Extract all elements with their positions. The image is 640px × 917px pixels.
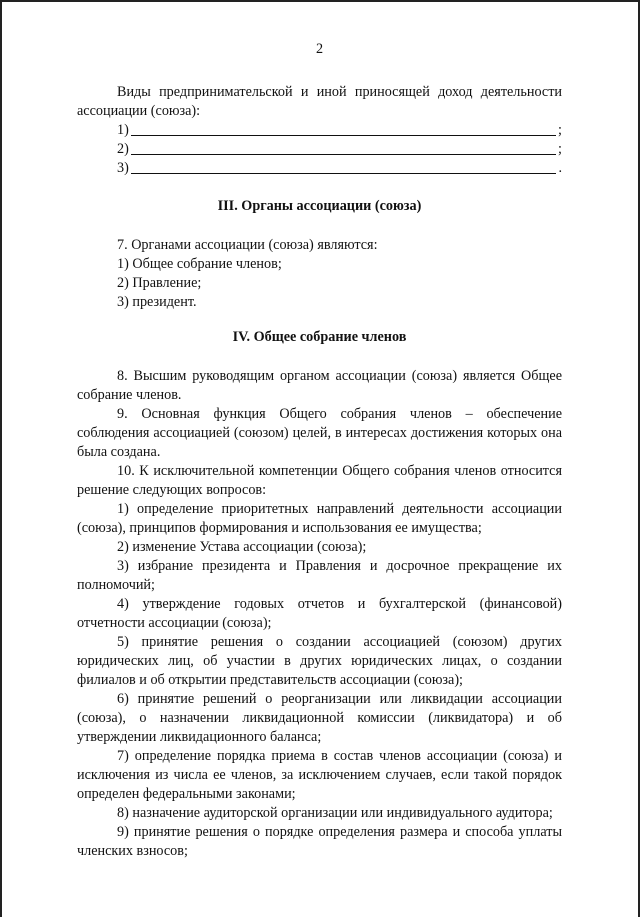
blank-number: 3) (117, 160, 129, 176)
underline (131, 154, 556, 155)
blank-line-2 (77, 140, 562, 159)
blank-terminator: ; (558, 141, 562, 157)
underline (131, 173, 557, 174)
section-4-paragraph: 9) принятие решения о порядке определения размера и способа уплаты членских взносов; (77, 824, 562, 859)
activities-intro: Виды предпринимательской и иной приносящей доход деятельности ассоциации (союза): (77, 84, 562, 119)
section-3-item: 3) президент. (117, 294, 197, 310)
section-4-paragraph: 8. Высшим руководящим органом ассоциации (союза) является Общее собрание членов. (77, 368, 562, 403)
section-4-paragraph: 8) назначение аудиторской организации или индивидуального аудитора; (117, 805, 553, 821)
blank-line-3 (77, 159, 562, 178)
blank-line-1 (77, 121, 562, 140)
section-4-paragraph: 10. К исключительной компетенции Общего собрания членов относится решение следующих вопросов: (77, 463, 562, 498)
scan-border-left (0, 0, 2, 917)
blank-terminator: . (558, 160, 562, 176)
section-3-item: 7. Органами ассоциации (союза) являются: (117, 237, 378, 253)
blank-number: 1) (117, 122, 129, 138)
section-4-paragraph: 3) избрание президента и Правления и досрочное прекращение их полномочий; (77, 558, 562, 593)
section-4-paragraph: 6) принятие решений о реорганизации или ликвидации ассоциации (союза), о назначении ликвидационной комиссии (ликвидатора) и об утверждении ликвидационного баланса; (77, 691, 562, 745)
section-3-item: 1) Общее собрание членов; (117, 256, 282, 272)
section-3-item: 2) Правление; (117, 275, 202, 291)
scan-border-top (0, 0, 640, 2)
page-number: 2 (315, 41, 324, 57)
section-4-paragraph: 2) изменение Устава ассоциации (союза); (117, 539, 367, 555)
underline (131, 135, 556, 136)
document-body (77, 40, 562, 861)
section-4-paragraph: 5) принятие решения о создании ассоциацией (союзом) других юридических лиц, об участии в других юридических лицах, о создании филиалов и об открытии представительств ассоциации (союза); (77, 634, 562, 688)
section-4-paragraph: 4) утверждение годовых отчетов и бухгалтерской (финансовой) отчетности ассоциации (союза); (77, 596, 562, 631)
section-4-paragraph: 1) определение приоритетных направлений деятельности ассоциации (союза), принципов формирования и использования ее имущества; (77, 501, 562, 536)
section-4-paragraph: 9. Основная функция Общего собрания членов – обеспечение соблюдения ассоциацией (союзом) целей, в интересах достижения которых она была создана. (77, 406, 562, 460)
blank-number: 2) (117, 141, 129, 157)
section-4-paragraph: 7) определение порядка приема в состав членов ассоциации (союза) и исключения из числа ее членов, за исключением случаев, если такой порядок определен федеральными законами; (77, 748, 562, 802)
blank-terminator: ; (558, 122, 562, 138)
section-3-heading: III. Органы ассоциации (союза) (217, 198, 422, 214)
section-4-heading: IV. Общее собрание членов (232, 329, 407, 345)
